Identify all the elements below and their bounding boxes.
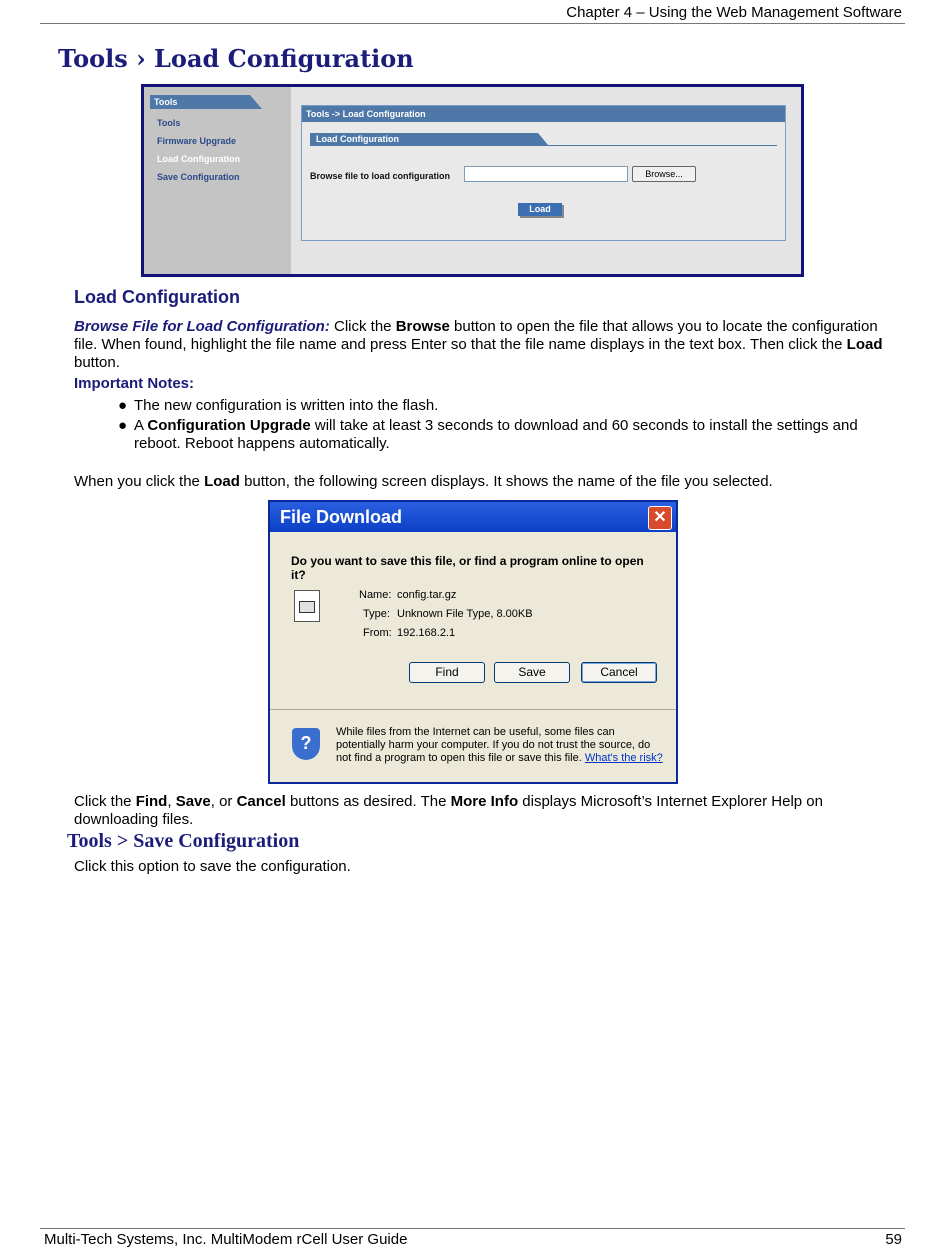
text: displays Microsoft’s Internet Explorer Help on downloading files. [74,793,823,828]
bold-cancel: Cancel [236,793,286,810]
type-value: Unknown File Type, 8.00KB [397,608,533,620]
text: Click the [74,793,136,810]
type-label: Type: [363,608,390,620]
find-button[interactable]: Find [409,662,485,683]
text: button, the following screen displays. It shows the name of the file you selected. [239,473,773,490]
file-download-dialog [268,500,678,784]
bold-text: Configuration Upgrade [147,417,311,434]
text: , [167,793,176,810]
text: will take at least 3 seconds to download and 60 seconds to install the settings and reboot. Reboot happens automatically. [134,417,858,452]
risk-link[interactable]: What's the risk? [584,752,663,764]
notes-heading: Important Notes: [74,375,194,392]
text: button to open the file that allows you to locate the configuration file. When found, highlight the file name and press Enter so that the file name displays in the text box. Then click the [74,318,878,353]
footer-rule [40,1228,905,1229]
browse-label: Browse file to load configuration [310,171,451,181]
from-label: From: [363,627,392,639]
text: buttons as desired. The [285,793,451,810]
text: Click the [329,318,396,335]
sidebar-item-tools[interactable]: Tools [157,118,181,128]
content-panel [301,105,786,241]
page-title: Tools › Load Configuration [58,44,414,73]
file-icon [294,590,320,622]
text: When you click the [74,473,205,490]
bold-load: Load [204,473,240,490]
file-path-input[interactable] [464,166,628,182]
save-button[interactable]: Save [494,662,570,683]
from-value: 192.168.2.1 [397,627,456,639]
close-icon[interactable]: ✕ [648,506,672,530]
section-heading: Load Configuration [74,287,240,307]
page-number: 59 [885,1231,902,1248]
cancel-button[interactable]: Cancel [581,662,657,683]
name-label: Name: [359,589,392,601]
bold-browse: Browse [395,318,450,335]
running-header: Chapter 4 – Using the Web Management Software [566,4,902,21]
browse-button[interactable]: Browse... [632,166,696,182]
note-text [134,417,874,453]
lead-label: Browse File for Load Configuration: [74,318,330,335]
sidebar-item-save-configuration[interactable]: Save Configuration [157,172,240,182]
sidebar [144,87,291,274]
panel-title: Tools -> Load Configuration [302,106,785,122]
bold-find: Find [135,793,168,810]
after-paragraph [74,793,904,829]
shield-icon: ? [292,728,320,760]
sidebar-item-load-configuration[interactable]: Load Configuration [157,154,240,164]
note-text: The new configuration is written into the flash. [134,397,439,414]
bold-save: Save [175,793,211,810]
name-value: config.tar.gz [397,589,457,601]
text: button. [74,354,120,371]
bullet-dot: ● [118,417,128,434]
header-rule [40,23,905,24]
dialog-title: File Download [280,507,403,527]
load-paragraph [74,473,904,491]
dialog-titlebar [270,502,676,532]
text: , or [210,793,237,810]
subtab-load-configuration: Load Configuration [310,133,538,145]
sidebar-tab: Tools [150,95,250,109]
save-config-heading: Tools > Save Configuration [67,830,300,852]
load-button[interactable]: Load [518,203,562,216]
subtab-rule [310,145,777,146]
warning-text [336,726,666,765]
text: A [134,417,148,434]
dialog-separator [270,709,676,710]
browse-paragraph [74,318,904,372]
save-config-text: Click this option to save the configuration. [74,858,351,875]
bold-load: Load [846,336,883,353]
dialog-question: Do you want to save this file, or find a program online to open it? [291,554,644,582]
footer-title: Multi-Tech Systems, Inc. MultiModem rCell User Guide [44,1231,408,1248]
text: While files from the Internet can be useful, some files can potentially harm your computer. If you do not trust the source, do not find a program to open this file or save this file. [336,726,651,764]
load-config-screenshot [141,84,804,277]
bold-more-info: More Info [450,793,519,810]
sidebar-item-firmware-upgrade[interactable]: Firmware Upgrade [157,136,237,146]
bullet-dot: ● [118,397,128,414]
